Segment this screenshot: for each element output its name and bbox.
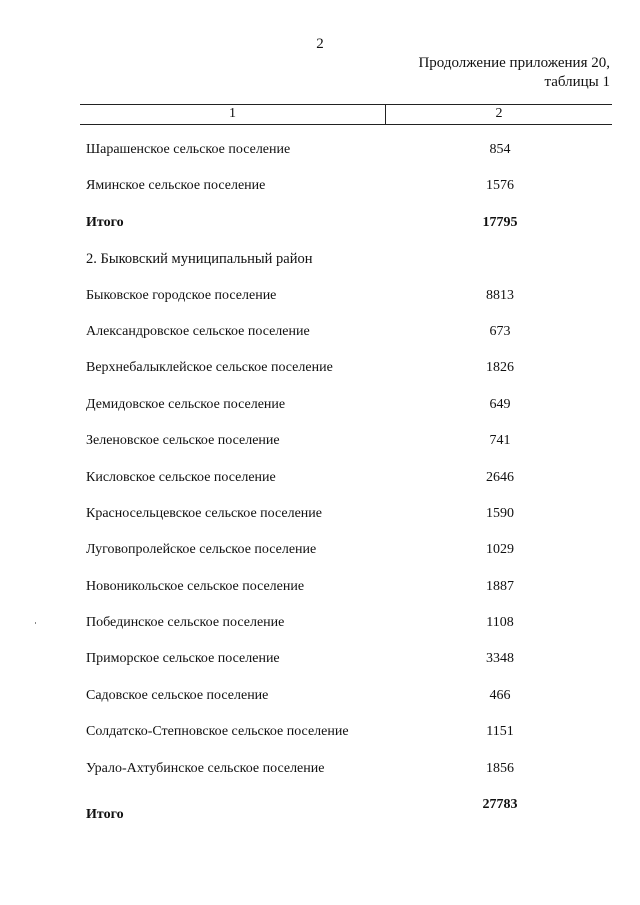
table-row [0, 577, 640, 613]
settlement-name: Яминское сельское поселение [86, 178, 266, 194]
table-row [0, 540, 640, 576]
appendix-note-line-2: таблицы 1 [544, 74, 610, 90]
settlement-value: 1108 [486, 615, 514, 631]
settlement-value: 3348 [486, 651, 514, 667]
settlement-value: 8813 [486, 287, 514, 303]
table-row [0, 722, 640, 758]
subtotal-label: Итого [86, 214, 124, 230]
settlement-name: Новоникольское сельское поселение [86, 578, 305, 594]
scan-speck [35, 622, 36, 624]
table-row [0, 431, 640, 467]
settlement-name: Александровское сельское поселение [86, 323, 310, 339]
settlement-name: Солдатско-Степновское сельское поселение [86, 724, 349, 740]
table-row [0, 613, 640, 649]
settlement-value: 1887 [486, 578, 514, 594]
section-heading-row [0, 249, 640, 285]
column-2-header: 2 [495, 106, 503, 121]
settlement-name: Луговопролейское сельское поселение [86, 542, 317, 558]
settlement-value: 1826 [486, 360, 514, 376]
column-1-header: 1 [229, 106, 236, 121]
settlement-name: Побединское сельское поселение [86, 615, 285, 631]
settlement-value: 1576 [486, 178, 514, 194]
table-row [0, 322, 640, 358]
page-number: 2 [316, 36, 324, 52]
appendix-note-line-1: Продолжение приложения 20, [418, 55, 610, 71]
settlement-name: Урало-Ахтубинское сельское поселение [86, 760, 325, 776]
table-row [0, 686, 640, 722]
settlement-value: 1590 [486, 505, 514, 521]
table-row [0, 176, 640, 212]
settlement-name: Зеленовское сельское поселение [86, 433, 280, 449]
table-row [0, 358, 640, 394]
subtotal-row [0, 213, 640, 249]
settlement-value: 1029 [486, 542, 514, 558]
table-row [0, 140, 640, 176]
final-total-label: Итого [86, 807, 124, 822]
settlement-name: Верхнебалыклейское сельское поселение [86, 360, 333, 376]
table-row [0, 649, 640, 685]
settlement-value: 854 [489, 142, 511, 157]
table-body [0, 140, 640, 795]
appendix-continuation-note [418, 54, 610, 92]
final-total-value: 27783 [482, 797, 518, 812]
table-row [0, 504, 640, 540]
settlement-value: 2646 [486, 469, 514, 485]
settlement-value: 1856 [486, 760, 514, 776]
settlement-name: Шарашенское сельское поселение [86, 142, 291, 157]
settlement-value: 1151 [486, 724, 514, 740]
table-row [0, 286, 640, 322]
settlement-value: 649 [489, 396, 511, 412]
table-header [80, 104, 612, 125]
district-heading: 2. Быковский муниципальный район [86, 251, 313, 268]
table-row [0, 395, 640, 431]
settlement-name: Кисловское сельское поселение [86, 469, 276, 485]
table-row [0, 759, 640, 795]
settlement-name: Приморское сельское поселение [86, 651, 280, 667]
settlement-value: 466 [489, 687, 511, 703]
settlement-value: 741 [489, 433, 511, 449]
final-total-row [0, 797, 640, 827]
settlement-name: Быковское городское поселение [86, 287, 277, 303]
subtotal-value: 17795 [482, 214, 518, 230]
settlement-name: Садовское сельское поселение [86, 687, 269, 703]
table-row [0, 468, 640, 504]
settlement-value: 673 [489, 323, 511, 339]
settlement-name: Красносельцевское сельское поселение [86, 505, 322, 521]
settlement-name: Демидовское сельское поселение [86, 396, 286, 412]
